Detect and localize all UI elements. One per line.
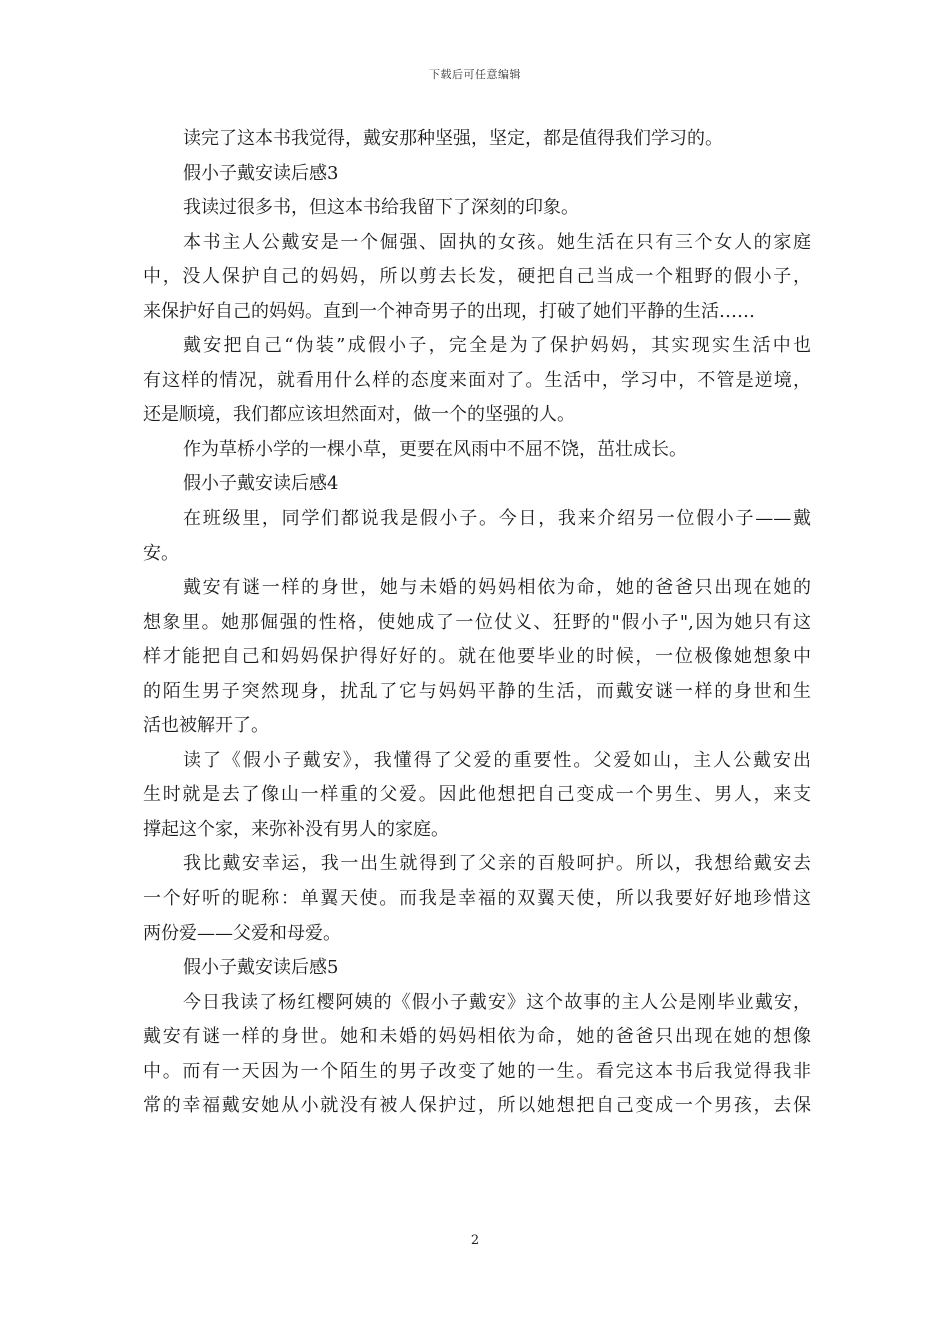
text-line: 我读过很多书，但这本书给我留下了深刻的印象。: [183, 197, 579, 219]
text-line: 中。而有一天因为一个陌生的男子改变了她的一生。看完这本书后我觉得我非: [143, 1060, 811, 1082]
document-body: [143, 122, 811, 1124]
text-line: 两份爱——父爱和母爱。: [143, 922, 341, 944]
text-line: 假小子戴安读后感5: [183, 957, 339, 979]
page-header: 下载后可任意编辑: [429, 68, 521, 81]
text-line: 我比戴安幸运，我一出生就得到了父亲的百般呵护。所以，我想给戴安去: [183, 853, 811, 875]
text-line: 想象里。她那倔强的性格，使她成了一位仗义、狂野的"假小子",因为她只有这: [143, 611, 811, 633]
text-line: 读完了这本书我觉得，戴安那种坚强，坚定，都是值得我们学习的。: [183, 128, 723, 149]
text-line: 假小子戴安读后感3: [183, 162, 339, 184]
text-line: 今日我读了杨红樱阿姨的《假小子戴安》这个故事的主人公是刚毕业戴安，: [183, 991, 811, 1013]
text-line: 在班级里，同学们都说我是假小子。今日，我来介绍另一位假小子——戴: [183, 508, 811, 530]
text-line: 撑起这个家，来弥补没有男人的家庭。: [143, 818, 449, 840]
text-line: 来保护好自己的妈妈。直到一个神奇男子的出现，打破了她们平静的生活……: [143, 300, 755, 322]
text-line: 戴安有谜一样的身世，她与未婚的妈妈相依为命，她的爸爸只出现在她的: [183, 577, 811, 599]
text-line: 常的幸福戴安她从小就没有被人保护过，所以她想把自己变成一个男孩，去保: [143, 1095, 811, 1117]
text-line: 中，没人保护自己的妈妈，所以剪去长发，硬把自己当成一个粗野的假小子，: [143, 266, 811, 288]
text-line: 样才能把自己和妈妈保护得好好的。就在他要毕业的时候，一位极像她想象中: [143, 646, 811, 668]
page-number: 2: [470, 1233, 480, 1248]
text-line: 有这样的情况，就看用什么样的态度来面对了。生活中，学习中，不管是逆境，: [143, 369, 811, 391]
text-line: 一个好听的昵称：单翼天使。而我是幸福的双翼天使，所以我要好好地珍惜这: [143, 888, 811, 910]
text-line: 假小子戴安读后感4: [183, 473, 339, 495]
text-line: 读了《假小子戴安》，我懂得了父爱的重要性。父爱如山，主人公戴安出: [183, 749, 811, 771]
text-line: 作为草桥小学的一棵小草，更要在风雨中不屈不饶，茁壮成长。: [183, 438, 687, 460]
text-line: 活也被解开了。: [143, 715, 269, 737]
text-line: 还是顺境，我们都应该坦然面对，做一个的坚强的人。: [143, 404, 575, 426]
text-line: 戴安有谜一样的身世。她和未婚的妈妈相依为命，她的爸爸只出现在她的想像: [143, 1026, 811, 1048]
text-line: 本书主人公戴安是一个倔强、固执的女孩。她生活在只有三个女人的家庭: [183, 231, 811, 253]
text-line: 生时就是去了像山一样重的父爱。因此他想把自己变成一个男生、男人，来支: [143, 784, 811, 806]
text-line: 戴安把自己“伪装”成假小子，完全是为了保护妈妈，其实现实生活中也: [183, 335, 811, 357]
text-line: 安。: [143, 542, 179, 564]
text-line: 的陌生男子突然现身，扰乱了它与妈妈平静的生活，而戴安谜一样的身世和生: [143, 680, 811, 702]
